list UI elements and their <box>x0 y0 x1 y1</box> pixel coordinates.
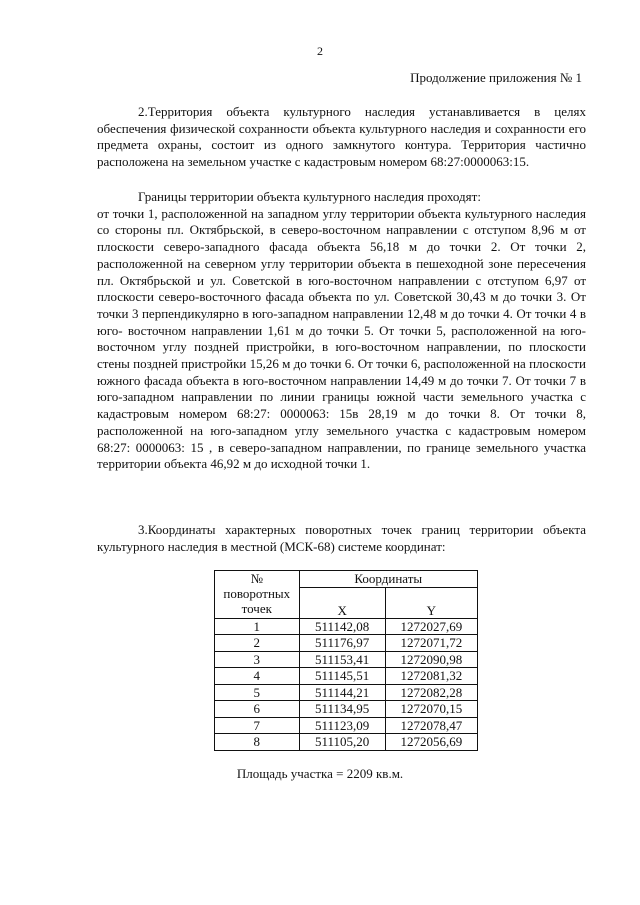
boundaries-section <box>97 189 586 473</box>
y-coordinate-cell: 1272027,69 <box>385 618 477 635</box>
point-number-cell: 8 <box>215 734 300 751</box>
y-coordinate-cell: 1272082,28 <box>385 684 477 701</box>
header-coordinates: Координаты <box>299 571 477 588</box>
header-point-number-line2: поворотных <box>223 586 291 601</box>
y-coordinate-cell: 1272090,98 <box>385 651 477 668</box>
coordinates-table <box>214 570 478 751</box>
section-3 <box>97 522 586 555</box>
y-coordinate-cell: 1272070,15 <box>385 701 477 718</box>
area-total: Площадь участка = 2209 кв.м. <box>236 766 404 781</box>
point-number-cell: 5 <box>215 684 300 701</box>
table-row <box>215 635 478 652</box>
x-coordinate-cell: 511153,41 <box>299 651 385 668</box>
section-2-text: 2.Территория объекта культурного наследия устанавливается в целях обеспечения физической сохранности объекта культурного наследия и сохранности его предмета охраны, состоит из одного замкнутого контура. Территория частично расположена на земельном участке с кадастровым номером 68:27:0000063:15. <box>97 104 586 170</box>
y-coordinate-cell: 1272078,47 <box>385 717 477 734</box>
table-row <box>215 734 478 751</box>
x-coordinate-cell: 511145,51 <box>299 668 385 685</box>
y-coordinate-cell: 1272071,72 <box>385 635 477 652</box>
table-row <box>215 668 478 685</box>
appendix-continuation: Продолжение приложения № 1 <box>410 70 582 85</box>
table-row <box>215 618 478 635</box>
x-coordinate-cell: 511134,95 <box>299 701 385 718</box>
header-x: X <box>299 587 385 618</box>
x-coordinate-cell: 511142,08 <box>299 618 385 635</box>
point-number-cell: 2 <box>215 635 300 652</box>
table-row <box>215 717 478 734</box>
header-point-number-line3: точек <box>241 601 272 616</box>
point-number-cell: 3 <box>215 651 300 668</box>
point-number-cell: 7 <box>215 717 300 734</box>
point-number-cell: 4 <box>215 668 300 685</box>
boundaries-description: от точки 1, расположенной на западном углу территории объекта культурного наследия со стороны пл. Октябрьской, в северо-восточном направлении с отступом 8,96 м от плоскости северо-западного фасада объекта 56,18 м до точки 2. От точки 2, расположенной на северном углу территории объекта в пешеходной зоне пересечения пл. Октябрьской и ул. Советской в юго-восточном направлении с отступом 6,97 от плоскости северо-восточного фасада объекта по ул. Советской 30,43 м до точки 3. От точки 3 перпендикулярно в юго-западном направлении 12,48 м до точки 4. От точки 4 в юго- восточном направлении 1,61 м до точки 5. От точки 5, расположенной на юго-восточном углу поздней пристройки, в юго-восточном направлении, по плоскости стены поздней пристройки 15,26 м до точки 6. От точки 6, расположенной на плоскости южного фасада объекта в юго-восточном направлении 14,49 м до точки 7. От точки 7 в юго-западном направлении по линии границы южной части земельного участка с кадастровым номером 68:27: 0000063: 15в 28,19 м до точки 8. От точки 8, расположенной на юго-западном углу земельного участка с кадастровым номером 68:27: 0000063: 15 , в северо-западном направлении, по границе земельного участка территории объекта 46,92 м до исходной точки 1. <box>97 205 586 472</box>
table-row <box>215 701 478 718</box>
header-point-number <box>215 571 300 619</box>
section-2 <box>97 104 586 171</box>
table-row <box>215 651 478 668</box>
x-coordinate-cell: 511176,97 <box>299 635 385 652</box>
x-coordinate-cell: 511105,20 <box>299 734 385 751</box>
boundaries-intro: Границы территории объекта культурного наследия проходят: <box>138 189 481 204</box>
point-number-cell: 6 <box>215 701 300 718</box>
header-y: Y <box>385 587 477 618</box>
section-3-text: 3.Координаты характерных поворотных точек границ территории объекта культурного наследия в местной (МСК-68) системе координат: <box>97 522 586 554</box>
x-coordinate-cell: 511123,09 <box>299 717 385 734</box>
point-number-cell: 1 <box>215 618 300 635</box>
header-point-number-line1: № <box>250 571 263 586</box>
table-header-row <box>215 571 478 588</box>
y-coordinate-cell: 1272081,32 <box>385 668 477 685</box>
table-row <box>215 684 478 701</box>
page-number: 2 <box>317 44 323 58</box>
x-coordinate-cell: 511144,21 <box>299 684 385 701</box>
y-coordinate-cell: 1272056,69 <box>385 734 477 751</box>
